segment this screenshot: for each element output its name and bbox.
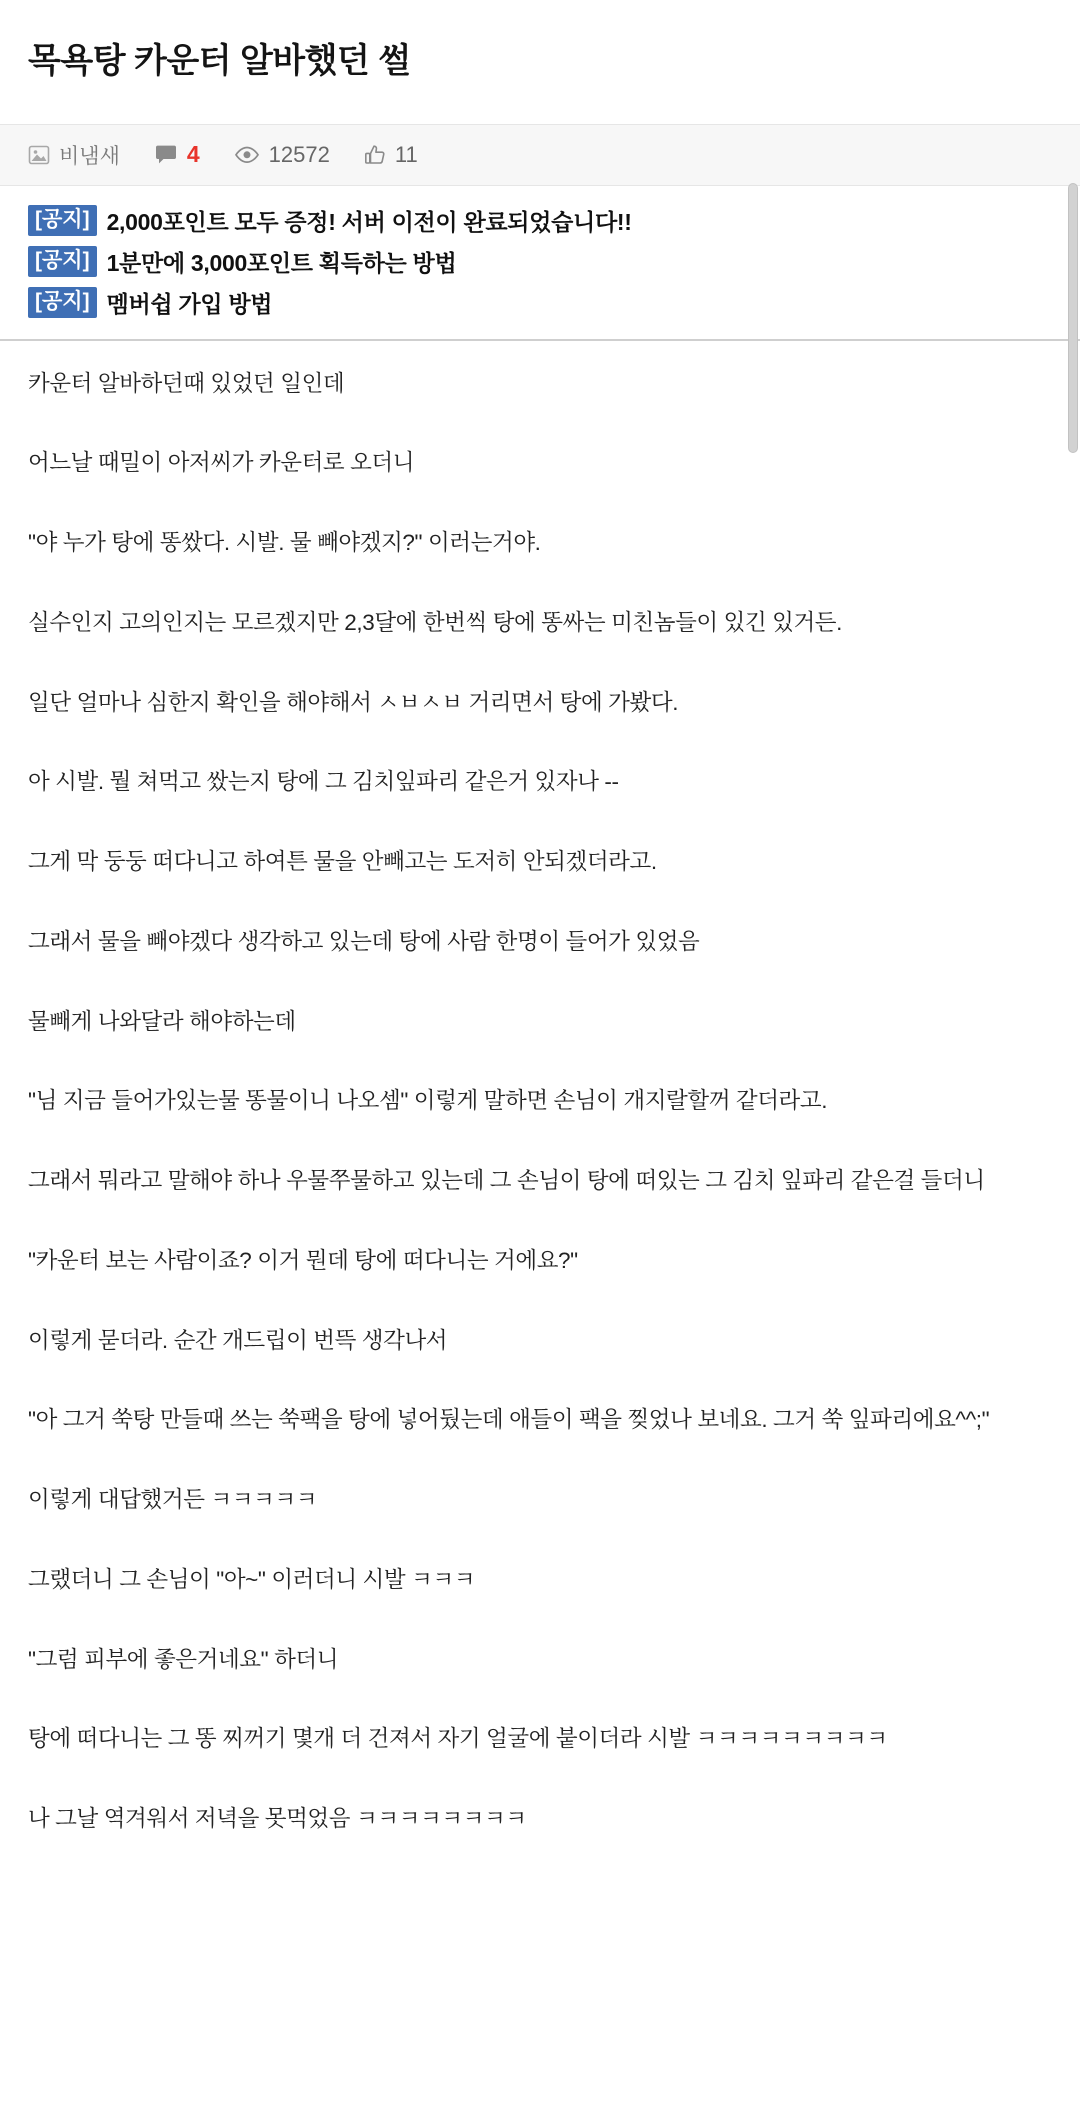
eye-icon	[234, 146, 260, 164]
meta-comment-count: 4	[186, 141, 200, 168]
page-title: 목욕탕 카운터 알바했던 썰	[28, 41, 411, 80]
comment-icon	[154, 144, 178, 166]
paragraph: 그래서 뭐라고 말해야 하나 우물쭈물하고 있는데 그 손님이 탕에 떠있는 그 김치 잎파리 같은걸 들더니	[28, 1168, 985, 1194]
paragraph: "야 누가 탕에 똥쌌다. 시발. 물 빼야겠지?" 이러는거야.	[28, 530, 541, 556]
paragraph: 탕에 떠다니는 그 똥 찌꺼기 몇개 더 건져서 자기 얼굴에 붙이더라 시발 ㅋㅋㅋㅋㅋㅋㅋㅋㅋ	[28, 1726, 888, 1752]
thumbs-up-icon	[364, 144, 386, 166]
paragraph: 어느날 때밀이 아저씨가 카운터로 오더니	[28, 450, 415, 476]
post-content	[0, 341, 1080, 1846]
vertical-scrollbar[interactable]	[1068, 183, 1078, 453]
meta-author-name: 비냄새	[59, 144, 120, 168]
notice-text[interactable]: 1분만에 3,000포인트 획득하는 방법	[106, 249, 457, 276]
notice-item[interactable]	[28, 241, 1052, 282]
paragraph: 카운터 알바하던때 있었던 일인데	[28, 370, 345, 396]
paragraph: 이렇게 대답했거든 ㅋㅋㅋㅋㅋ	[28, 1487, 318, 1513]
image-icon	[28, 144, 50, 166]
notice-text[interactable]: 2,000포인트 모두 증정! 서버 이전이 완료되었습니다!!	[106, 208, 632, 235]
meta-author[interactable]	[28, 140, 120, 170]
meta-like-count: 11	[394, 141, 418, 167]
notice-item[interactable]	[28, 200, 1052, 241]
paragraph: 이렇게 묻더라. 순간 개드립이 번뜩 생각나서	[28, 1327, 448, 1353]
paragraph: "카운터 보는 사람이죠? 이거 뭔데 탕에 떠다니는 거에요?"	[28, 1247, 578, 1273]
meta-comments[interactable]	[154, 141, 200, 168]
notice-tag: [공지]	[28, 246, 97, 277]
paragraph: 실수인지 고의인지는 모르겠지만 2,3달에 한번씩 탕에 똥싸는 미친놈들이 있긴 있거든.	[28, 609, 842, 635]
notice-tag: [공지]	[28, 287, 97, 318]
paragraph: 물빼게 나와달라 해야하는데	[28, 1008, 296, 1034]
notice-text[interactable]: 멤버쉽 가입 방법	[106, 290, 273, 317]
paragraph: "아 그거 쑥탕 만들때 쓰는 쑥팩을 탕에 넣어뒀는데 애들이 팩을 찢었나 보네요. 그거 쑥 잎파리에요^^;"	[28, 1407, 990, 1433]
paragraph: 그랬더니 그 손님이 "아~" 이러더니 시발 ㅋㅋㅋ	[28, 1566, 476, 1592]
meta-likes[interactable]	[364, 142, 418, 168]
paragraph: 그게 막 둥둥 떠다니고 하여튼 물을 안빼고는 도저히 안되겠더라고.	[28, 849, 657, 875]
post-page	[0, 23, 1080, 1846]
paragraph: 아 시발. 뭘 쳐먹고 쌌는지 탕에 그 김치잎파리 같은거 있자나 --	[28, 769, 619, 795]
paragraph: 일단 얼마나 심한지 확인을 해야해서 ㅅㅂㅅㅂ 거리면서 탕에 가봤다.	[28, 689, 679, 715]
paragraph: "님 지금 들어가있는물 똥물이니 나오셈" 이렇게 말하면 손님이 개지랄할꺼 같더라고.	[28, 1088, 828, 1114]
paragraph: "그럼 피부에 좋은거네요" 하더니	[28, 1646, 339, 1672]
notice-tag: [공지]	[28, 205, 97, 236]
paragraph: 그래서 물을 빼야겠다 생각하고 있는데 탕에 사람 한명이 들어가 있었음	[28, 928, 700, 954]
meta-view-count: 12572	[268, 141, 330, 167]
post-meta-bar	[0, 124, 1080, 186]
notice-list	[0, 186, 1080, 341]
meta-views	[234, 142, 330, 168]
notice-item[interactable]	[28, 282, 1052, 323]
paragraph: 나 그날 역겨워서 저녁을 못먹었음 ㅋㅋㅋㅋㅋㅋㅋㅋ	[28, 1806, 527, 1832]
